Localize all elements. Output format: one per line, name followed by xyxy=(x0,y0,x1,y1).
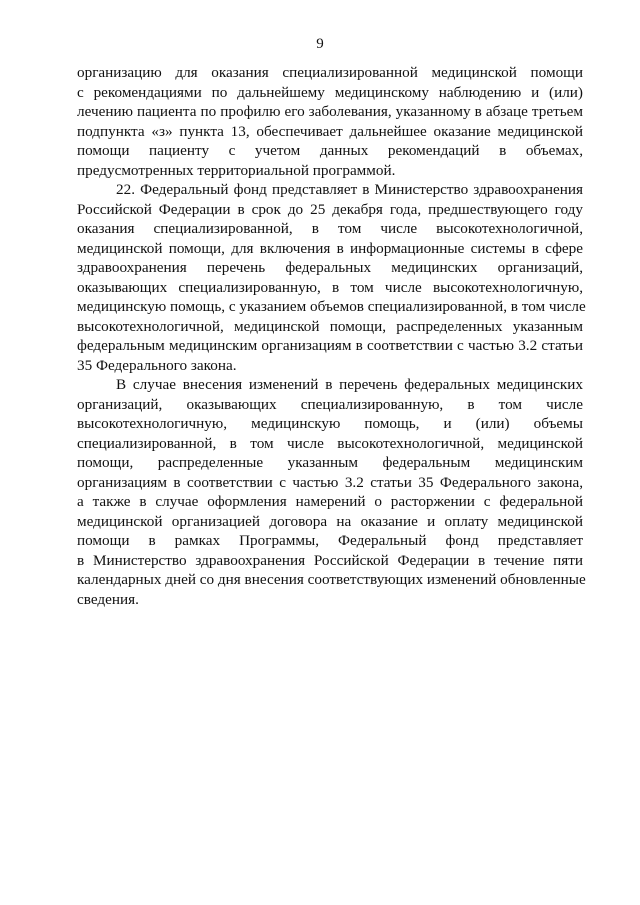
text-line: В случае внесения изменений в перечень федеральных медицинских xyxy=(116,376,583,393)
paragraph-item-22 xyxy=(77,180,586,375)
text-line: с рекомендациями по дальнейшему медицинскому наблюдению и (или) xyxy=(77,83,583,101)
text-line: календарных дней со дня внесения соответствующих изменений обновленные xyxy=(77,571,586,588)
text-line: в Министерство здравоохранения Российской Федерации в течение пяти xyxy=(77,551,583,569)
document-body xyxy=(77,63,586,609)
text-line: 35 Федерального закона. xyxy=(77,356,237,374)
paragraph-continuation xyxy=(77,63,583,180)
text-line: медицинскую помощь, с указанием объемов специализированной, в том числе xyxy=(77,298,586,315)
text-line: организацию для оказания специализированной медицинской помощи xyxy=(77,64,583,81)
text-line: высокотехнологичной, медицинской помощи, распределенных указанным xyxy=(77,317,583,335)
text-line: предусмотренных территориальной программой. xyxy=(77,161,396,179)
text-line: подпункта «з» пункта 13, обеспечивает дальнейшее оказание медицинской xyxy=(77,122,583,140)
text-line: сведения. xyxy=(77,590,139,608)
text-line: помощи, распределенные указанным федеральным медицинским xyxy=(77,454,583,471)
text-line: а также в случае оформления намерений о расторжении с федеральной xyxy=(77,493,583,510)
text-line: медицинской организацией договора на оказание и оплату медицинской xyxy=(77,512,583,530)
text-line: помощи пациенту с учетом данных рекомендаций в объемах, xyxy=(77,142,583,159)
text-line: помощи в рамках Программы, Федеральный фонд представляет xyxy=(77,532,583,549)
text-line: здравоохранения перечень федеральных медицинских организаций, xyxy=(77,259,583,276)
text-line: высокотехнологичную, медицинскую помощь, и (или) объемы xyxy=(77,415,583,432)
page-number: 9 xyxy=(316,36,324,52)
text-line: 22. Федеральный фонд представляет в Министерство здравоохранения xyxy=(116,181,583,198)
text-line: оказывающих специализированную, в том числе высокотехнологичную, xyxy=(77,278,583,296)
text-line: Российской Федерации в срок до 25 декабря года, предшествующего году xyxy=(77,200,583,218)
text-line: медицинской помощи, для включения в информационные системы в сфере xyxy=(77,239,583,257)
text-line: организаций, оказывающих специализированную, в том числе xyxy=(77,395,583,413)
text-line: специализированной, в том числе высокотехнологичной, медицинской xyxy=(77,434,583,452)
text-line: организациям в соответствии с частью 3.2 статьи 35 Федерального закона, xyxy=(77,473,583,491)
text-line: оказания специализированной, в том числе высокотехнологичной, xyxy=(77,220,583,237)
paragraph-changes xyxy=(77,375,586,609)
text-line: лечению пациента по профилю его заболевания, указанному в абзаце третьем xyxy=(77,103,583,120)
text-line: федеральным медицинским организациям в соответствии с частью 3.2 статьи xyxy=(77,337,583,354)
